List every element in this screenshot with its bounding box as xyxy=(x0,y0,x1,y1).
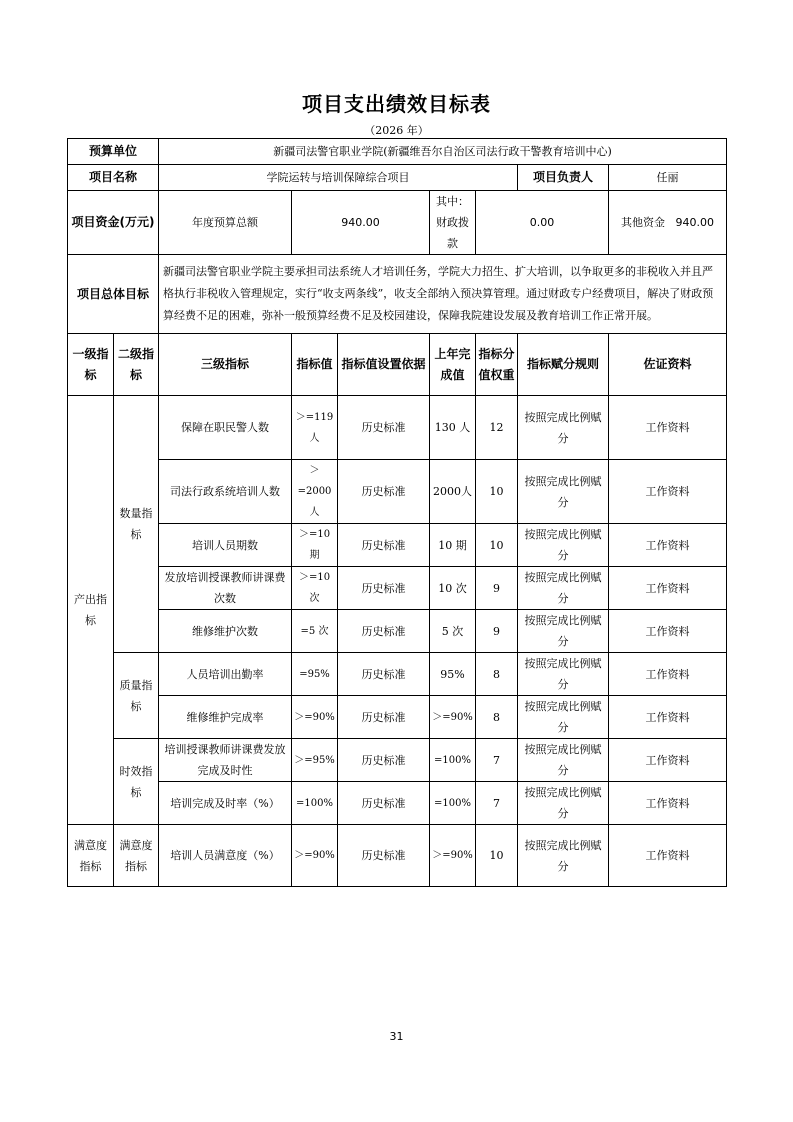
row-name: 培训人员满意度（%） xyxy=(159,825,292,887)
row-name: 维修维护完成率 xyxy=(159,696,292,739)
group-output: 产出指标 xyxy=(68,396,114,825)
row-basis: 历史标准 xyxy=(338,739,430,782)
row-basis: 历史标准 xyxy=(338,653,430,696)
row-rule: 按照完成比例赋分 xyxy=(518,396,609,460)
unit-row xyxy=(68,139,727,165)
row-weight: 8 xyxy=(476,653,518,696)
row-target: ＞=90% xyxy=(292,825,338,887)
table-row xyxy=(68,825,727,887)
row-evidence: 工作资料 xyxy=(609,825,727,887)
row-target: =100% xyxy=(292,782,338,825)
funds-label: 项目资金(万元) xyxy=(68,191,159,255)
row-basis: 历史标准 xyxy=(338,696,430,739)
row-basis: 历史标准 xyxy=(338,567,430,610)
row-last: 5 次 xyxy=(430,610,476,653)
row-target: ＞=2000人 xyxy=(292,460,338,524)
row-evidence: 工作资料 xyxy=(609,524,727,567)
row-last: ＞=90% xyxy=(430,825,476,887)
group-satisfaction-l2: 满意度指标 xyxy=(114,825,159,887)
row-last: =100% xyxy=(430,739,476,782)
row-target: ＞=95% xyxy=(292,739,338,782)
row-name: 培训人员期数 xyxy=(159,524,292,567)
funds-row xyxy=(68,191,727,255)
row-name: 发放培训授课教师讲课费次数 xyxy=(159,567,292,610)
group-satisfaction-l1: 满意度指标 xyxy=(68,825,114,887)
row-evidence: 工作资料 xyxy=(609,460,727,524)
table-row xyxy=(68,524,727,567)
row-target: =95% xyxy=(292,653,338,696)
goal-row xyxy=(68,255,727,334)
row-evidence: 工作资料 xyxy=(609,396,727,460)
group-timeliness: 时效指标 xyxy=(114,739,159,825)
table-row xyxy=(68,696,727,739)
row-evidence: 工作资料 xyxy=(609,567,727,610)
row-rule: 按照完成比例赋分 xyxy=(518,782,609,825)
row-weight: 8 xyxy=(476,696,518,739)
annual-total-value: 940.00 xyxy=(292,191,430,255)
table-row xyxy=(68,610,727,653)
table-row xyxy=(68,567,727,610)
project-name-row xyxy=(68,165,727,191)
row-evidence: 工作资料 xyxy=(609,696,727,739)
row-target: ＞=90% xyxy=(292,696,338,739)
table-row xyxy=(68,739,727,782)
column-header-row xyxy=(68,334,727,396)
page-number: 31 xyxy=(389,1030,404,1043)
row-last: 10 次 xyxy=(430,567,476,610)
goal-label: 项目总体目标 xyxy=(68,255,159,334)
row-rule: 按照完成比例赋分 xyxy=(518,460,609,524)
row-basis: 历史标准 xyxy=(338,460,430,524)
row-rule: 按照完成比例赋分 xyxy=(518,567,609,610)
row-rule: 按照完成比例赋分 xyxy=(518,610,609,653)
other-value-cell xyxy=(609,191,727,255)
row-rule: 按照完成比例赋分 xyxy=(518,524,609,567)
performance-table xyxy=(67,138,727,887)
row-name: 培训完成及时率（%） xyxy=(159,782,292,825)
project-name-value: 学院运转与培训保障综合项目 xyxy=(159,165,518,191)
group-quality: 质量指标 xyxy=(114,653,159,739)
col-level2: 二级指标 xyxy=(114,334,159,396)
col-last-year: 上年完成值 xyxy=(430,334,476,396)
row-target: =5 次 xyxy=(292,610,338,653)
row-target: ＞=10次 xyxy=(292,567,338,610)
row-weight: 12 xyxy=(476,396,518,460)
table-row xyxy=(68,653,727,696)
row-name: 人员培训出勤率 xyxy=(159,653,292,696)
row-rule: 按照完成比例赋分 xyxy=(518,653,609,696)
row-weight: 9 xyxy=(476,610,518,653)
goal-text: 新疆司法警官职业学院主要承担司法系统人才培训任务，学院大力招生、扩大培训，以争取更多的非税收入并且严格执行非税收入管理规定，实行“收支两条线”，收支全部纳入预决算管理。通过财政专户经费项目，解决了财政预算经费不足的困难，弥补一般预算经费不足及校园建设，保障我院建设发展及教育培训工作正常开展。 xyxy=(159,255,727,334)
page-title: 项目支出绩效目标表 xyxy=(302,92,491,116)
project-name-label: 项目名称 xyxy=(68,165,159,191)
col-basis: 指标值设置依据 xyxy=(338,334,430,396)
row-weight: 10 xyxy=(476,524,518,567)
group-quantity: 数量指标 xyxy=(114,396,159,653)
row-basis: 历史标准 xyxy=(338,524,430,567)
table-row xyxy=(68,460,727,524)
other-label: 其他资金 xyxy=(621,216,666,229)
unit-value: 新疆司法警官职业学院(新疆维吾尔自治区司法行政干警教育培训中心) xyxy=(159,139,727,165)
col-target: 指标值 xyxy=(292,334,338,396)
row-weight: 10 xyxy=(476,460,518,524)
row-target: ＞=10期 xyxy=(292,524,338,567)
owner-label: 项目负责人 xyxy=(518,165,609,191)
row-target: ＞=119人 xyxy=(292,396,338,460)
row-weight: 10 xyxy=(476,825,518,887)
year-label: （2026 年） xyxy=(364,124,429,137)
col-evidence: 佐证资料 xyxy=(609,334,727,396)
row-weight: 7 xyxy=(476,739,518,782)
row-rule: 按照完成比例赋分 xyxy=(518,696,609,739)
fiscal-value: 0.00 xyxy=(476,191,609,255)
row-basis: 历史标准 xyxy=(338,825,430,887)
annual-total-label: 年度预算总额 xyxy=(159,191,292,255)
col-weight: 指标分值权重 xyxy=(476,334,518,396)
row-evidence: 工作资料 xyxy=(609,739,727,782)
row-name: 培训授课教师讲课费发放完成及时性 xyxy=(159,739,292,782)
row-weight: 9 xyxy=(476,567,518,610)
row-evidence: 工作资料 xyxy=(609,782,727,825)
row-basis: 历史标准 xyxy=(338,610,430,653)
row-evidence: 工作资料 xyxy=(609,653,727,696)
other-value: 940.00 xyxy=(675,216,715,229)
row-weight: 7 xyxy=(476,782,518,825)
row-last: 95% xyxy=(430,653,476,696)
row-basis: 历史标准 xyxy=(338,782,430,825)
row-name: 司法行政系统培训人数 xyxy=(159,460,292,524)
row-basis: 历史标准 xyxy=(338,396,430,460)
col-level3: 三级指标 xyxy=(159,334,292,396)
table-row xyxy=(68,782,727,825)
col-level1: 一级指标 xyxy=(68,334,114,396)
unit-label: 预算单位 xyxy=(68,139,159,165)
row-last: ＞=90% xyxy=(430,696,476,739)
row-rule: 按照完成比例赋分 xyxy=(518,739,609,782)
fiscal-label: 其中：财政拨款 xyxy=(430,191,476,255)
row-evidence: 工作资料 xyxy=(609,610,727,653)
row-name: 维修维护次数 xyxy=(159,610,292,653)
row-last: 2000人 xyxy=(430,460,476,524)
row-last: 10 期 xyxy=(430,524,476,567)
row-last: 130 人 xyxy=(430,396,476,460)
row-rule: 按照完成比例赋分 xyxy=(518,825,609,887)
owner-value: 任丽 xyxy=(609,165,727,191)
table-row xyxy=(68,396,727,460)
col-rule: 指标赋分规则 xyxy=(518,334,609,396)
row-last: =100% xyxy=(430,782,476,825)
row-name: 保障在职民警人数 xyxy=(159,396,292,460)
